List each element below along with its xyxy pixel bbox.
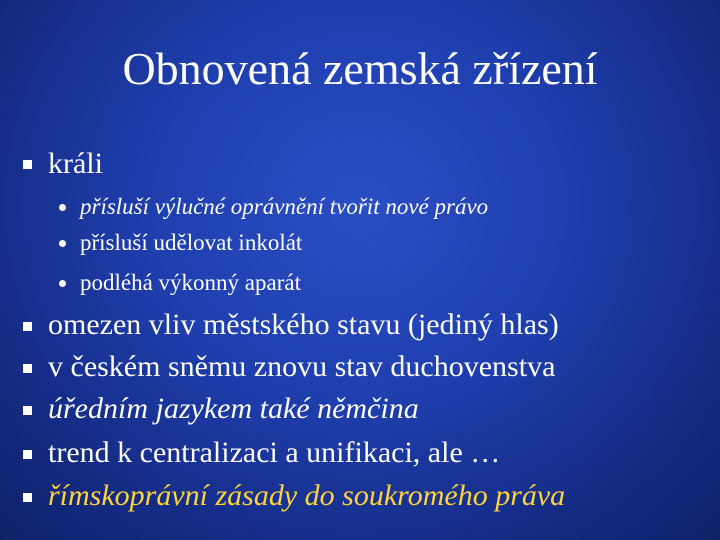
square-bullet-icon (23, 493, 32, 502)
bullet-text: úředním jazykem také němčina (48, 392, 419, 425)
square-bullet-icon (23, 364, 32, 373)
round-bullet-icon (59, 280, 66, 287)
sub-bullet-item (0, 228, 720, 268)
bullet-item (0, 433, 720, 473)
bullet-item-highlighted (0, 476, 720, 516)
sub-bullet-text: podléhá výkonný aparát (80, 270, 301, 295)
square-bullet-icon (23, 322, 32, 331)
sub-bullet-text: přísluší udělovat inkolát (80, 230, 303, 255)
bullet-item (0, 347, 720, 387)
bullet-text: omezen vliv městského stavu (jediný hlas) (48, 308, 559, 341)
sub-bullet-text: přísluší výlučné oprávnění tvořit nové právo (80, 194, 489, 219)
bullet-text: králi (48, 147, 103, 180)
bullet-text: v českém sněmu znovu stav duchovenstva (48, 350, 556, 383)
square-bullet-icon (23, 160, 32, 169)
square-bullet-icon (23, 450, 32, 459)
bullet-text: trend k centralizaci a unifikaci, ale … (48, 436, 501, 469)
sub-bullet-item (0, 192, 720, 232)
square-bullet-icon (23, 406, 32, 415)
bullet-text: římskoprávní zásady do soukromého práva (48, 479, 566, 512)
bullet-item-krali (0, 144, 720, 184)
bullet-item (0, 305, 720, 345)
round-bullet-icon (59, 204, 66, 211)
slide-title: Obnovená zemská zřízení (122, 43, 598, 94)
bullet-item (0, 389, 720, 429)
round-bullet-icon (59, 240, 66, 247)
sub-bullet-item (0, 268, 720, 308)
